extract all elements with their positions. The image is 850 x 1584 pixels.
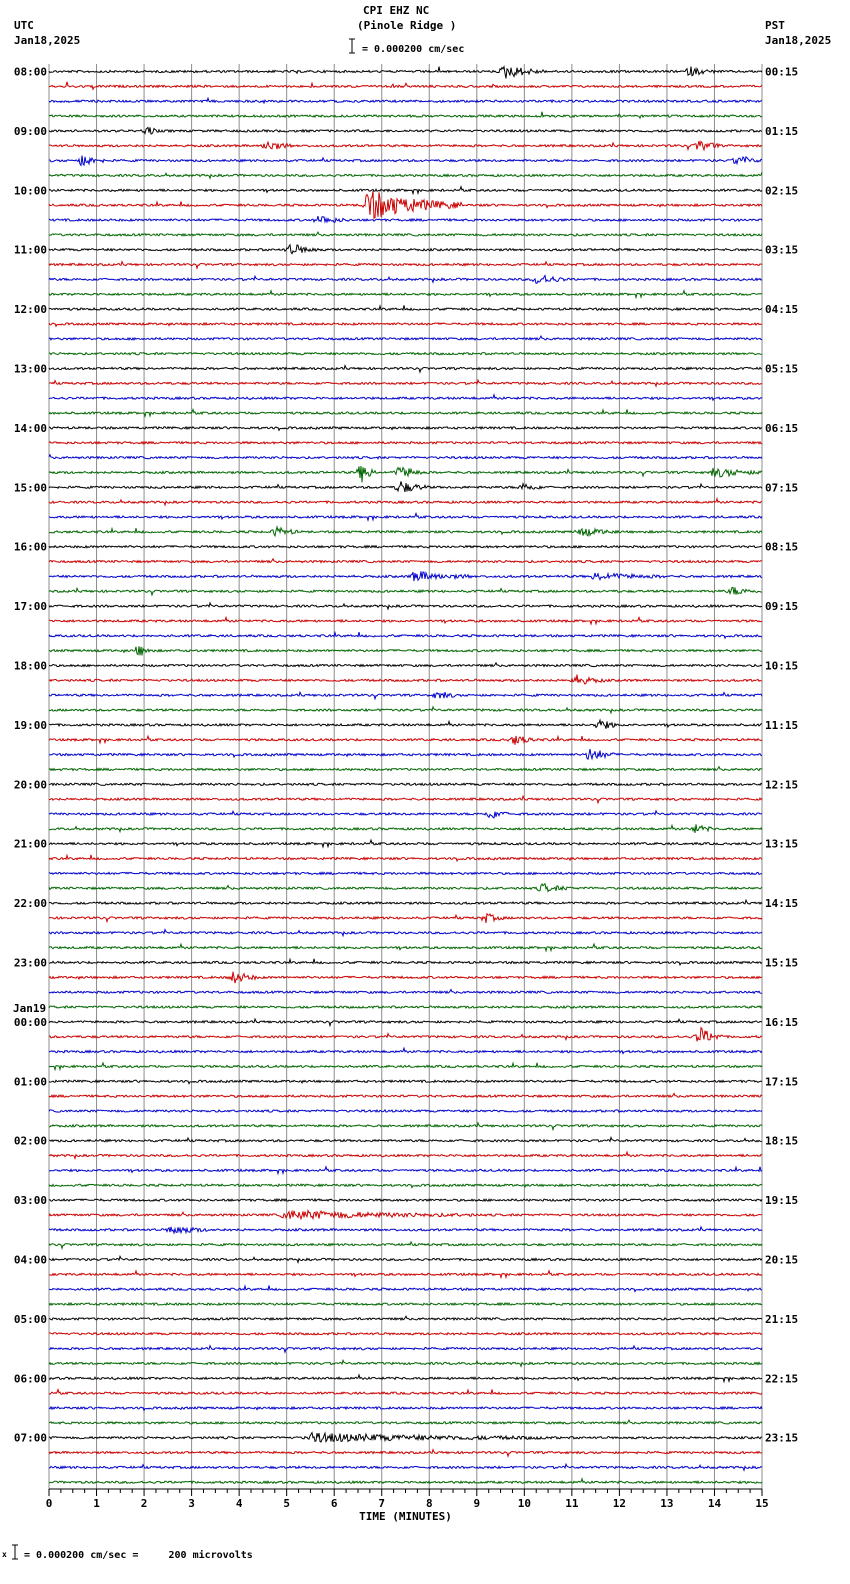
left-date: Jan18,2025 bbox=[14, 34, 81, 47]
x-tick-label: 12 bbox=[612, 1497, 627, 1510]
utc-hour-label: 01:00 bbox=[13, 1075, 47, 1089]
seismic-trace bbox=[49, 481, 762, 492]
pst-hour-label: 18:15 bbox=[765, 1134, 799, 1148]
seismic-trace bbox=[49, 127, 762, 134]
pst-hour-label: 00:15 bbox=[765, 65, 799, 79]
utc-hour-label: 23:00 bbox=[13, 956, 47, 970]
utc-hour-label: 09:00 bbox=[13, 124, 47, 138]
utc-hour-label: 18:00 bbox=[13, 659, 47, 673]
seismic-trace bbox=[49, 1211, 762, 1219]
pst-hour-label: 10:15 bbox=[765, 659, 799, 673]
seismic-trace bbox=[49, 587, 762, 595]
x-tick-label: 0 bbox=[45, 1497, 53, 1510]
seismic-trace bbox=[49, 1123, 762, 1130]
seismic-trace bbox=[49, 1390, 762, 1395]
seismic-trace bbox=[49, 944, 762, 951]
pst-hour-label: 12:15 bbox=[765, 778, 799, 792]
seismic-trace bbox=[49, 811, 762, 818]
seismic-trace bbox=[49, 141, 762, 150]
x-tick-label: 1 bbox=[93, 1497, 100, 1510]
seismic-trace bbox=[49, 646, 762, 655]
seismic-trace bbox=[49, 796, 762, 803]
seismic-trace bbox=[49, 1333, 762, 1335]
pst-hour-label: 07:15 bbox=[765, 481, 799, 495]
seismic-trace bbox=[49, 914, 762, 923]
utc-hour-label: 15:00 bbox=[13, 481, 47, 495]
seismic-trace bbox=[49, 427, 762, 431]
footer-scale-bar-icon bbox=[11, 1544, 19, 1560]
date-change-label: Jan19 bbox=[13, 1001, 47, 1015]
seismic-trace bbox=[49, 1138, 762, 1142]
utc-hour-label: 10:00 bbox=[13, 184, 47, 198]
pst-hour-label: 17:15 bbox=[765, 1075, 799, 1089]
footer-marker: x bbox=[2, 1550, 7, 1559]
x-tick-label: 9 bbox=[473, 1497, 481, 1510]
pst-hour-label: 01:15 bbox=[765, 124, 799, 138]
seismic-trace bbox=[49, 232, 762, 236]
utc-hour-label: 22:00 bbox=[13, 897, 47, 911]
x-tick-label: 15 bbox=[755, 1497, 769, 1510]
seismic-trace bbox=[49, 112, 762, 119]
seismic-trace bbox=[49, 262, 762, 269]
utc-hour-label: 03:00 bbox=[13, 1194, 47, 1208]
x-tick-label: 13 bbox=[660, 1497, 674, 1510]
seismic-trace bbox=[49, 617, 762, 624]
seismic-trace bbox=[49, 1407, 762, 1411]
seismic-trace bbox=[49, 1152, 762, 1158]
seismic-trace bbox=[49, 603, 762, 609]
utc-hour-label: 11:00 bbox=[13, 243, 47, 257]
seismic-trace bbox=[49, 527, 762, 536]
seismic-trace bbox=[49, 1184, 762, 1187]
seismic-trace bbox=[49, 323, 762, 326]
seismic-trace bbox=[49, 1019, 762, 1026]
utc-hour-label: 21:00 bbox=[13, 837, 47, 851]
seismic-trace bbox=[49, 663, 762, 667]
pst-hour-label: 13:15 bbox=[765, 837, 799, 851]
seismic-trace bbox=[49, 305, 762, 310]
seismic-trace bbox=[49, 783, 762, 785]
seismic-trace bbox=[49, 1464, 762, 1470]
seismic-trace bbox=[49, 455, 762, 459]
pst-hour-label: 08:15 bbox=[765, 540, 799, 554]
x-tick-label: 14 bbox=[707, 1497, 722, 1510]
scale-label: = 0.000200 cm/sec bbox=[362, 44, 465, 55]
seismic-trace bbox=[49, 900, 762, 904]
seismic-trace bbox=[49, 707, 762, 713]
seismic-trace bbox=[49, 1093, 762, 1097]
right-timezone: PST bbox=[765, 19, 785, 32]
x-tick-label: 5 bbox=[283, 1497, 290, 1510]
seismic-trace bbox=[49, 1063, 762, 1070]
x-tick-label: 10 bbox=[517, 1497, 531, 1510]
utc-hour-label: 05:00 bbox=[13, 1312, 47, 1326]
seismic-trace bbox=[49, 990, 762, 994]
utc-hour-label: 06:00 bbox=[13, 1372, 47, 1386]
x-tick-label: 4 bbox=[235, 1497, 243, 1510]
footer-scale-text: = 0.000200 cm/sec = 200 microvolts bbox=[24, 1550, 253, 1561]
seismic-trace bbox=[49, 409, 762, 416]
seismic-trace bbox=[49, 513, 762, 520]
pst-hour-label: 22:15 bbox=[765, 1372, 799, 1386]
utc-hour-label: 02:00 bbox=[13, 1134, 47, 1148]
utc-hour-label: 08:00 bbox=[13, 65, 47, 79]
seismic-trace bbox=[49, 1433, 762, 1442]
seismic-trace bbox=[49, 559, 762, 563]
seismic-trace bbox=[49, 1303, 762, 1305]
x-tick-label: 11 bbox=[565, 1497, 579, 1510]
seismic-trace bbox=[49, 216, 762, 222]
x-tick-label: 2 bbox=[140, 1497, 148, 1510]
seismic-trace bbox=[49, 1110, 762, 1112]
seismic-trace bbox=[49, 172, 762, 178]
seismic-trace bbox=[49, 1346, 762, 1353]
seismic-trace bbox=[49, 1271, 762, 1278]
x-tick-label: 8 bbox=[425, 1497, 433, 1510]
utc-hour-label: 12:00 bbox=[13, 303, 47, 317]
seismic-trace bbox=[49, 1167, 762, 1174]
pst-hour-label: 09:15 bbox=[765, 600, 799, 614]
pst-hour-label: 15:15 bbox=[765, 956, 799, 970]
seismic-trace bbox=[49, 291, 762, 298]
pst-hour-label: 14:15 bbox=[765, 897, 799, 911]
seismic-trace bbox=[49, 82, 762, 90]
seismic-trace bbox=[49, 245, 762, 254]
seismic-trace bbox=[49, 1048, 762, 1053]
seismic-trace bbox=[49, 767, 762, 771]
seismic-trace bbox=[49, 276, 762, 284]
pst-hour-label: 16:15 bbox=[765, 1015, 799, 1029]
seismic-trace bbox=[49, 824, 762, 833]
seismic-trace bbox=[49, 959, 762, 965]
seismic-trace bbox=[49, 855, 762, 861]
seismic-trace bbox=[49, 191, 762, 218]
x-axis-label: TIME (MINUTES) bbox=[359, 1510, 452, 1523]
utc-hour-label: 00:00 bbox=[13, 1015, 47, 1029]
seismic-trace bbox=[49, 156, 762, 166]
seismic-trace bbox=[49, 1375, 762, 1382]
seismic-trace bbox=[49, 692, 762, 699]
seismic-trace bbox=[49, 1360, 762, 1366]
seismic-trace bbox=[49, 1316, 762, 1320]
utc-hour-label: 19:00 bbox=[13, 718, 47, 732]
utc-hour-label: 13:00 bbox=[13, 362, 47, 376]
seismic-trace bbox=[49, 840, 762, 847]
seismic-trace bbox=[49, 1080, 762, 1084]
seismic-trace bbox=[49, 1028, 762, 1042]
pst-hour-label: 11:15 bbox=[765, 718, 799, 732]
seismic-trace bbox=[49, 366, 762, 373]
pst-hour-label: 23:15 bbox=[765, 1431, 799, 1445]
seismic-trace bbox=[49, 1242, 762, 1248]
seismic-trace bbox=[49, 930, 762, 936]
station-location: (Pinole Ridge ) bbox=[357, 19, 457, 32]
x-tick-label: 3 bbox=[188, 1497, 195, 1510]
seismic-trace bbox=[49, 466, 762, 482]
utc-hour-label: 17:00 bbox=[13, 600, 47, 614]
seismic-trace bbox=[49, 1006, 762, 1008]
seismic-trace bbox=[49, 1450, 762, 1457]
pst-hour-label: 19:15 bbox=[765, 1194, 799, 1208]
seismic-trace bbox=[49, 632, 762, 638]
seismic-trace bbox=[49, 67, 762, 79]
seismic-trace bbox=[49, 1199, 762, 1201]
pst-hour-label: 21:15 bbox=[765, 1312, 799, 1326]
pst-hour-label: 03:15 bbox=[765, 243, 799, 257]
pst-hour-label: 20:15 bbox=[765, 1253, 799, 1267]
pst-hour-label: 02:15 bbox=[765, 184, 799, 198]
seismic-trace bbox=[49, 571, 762, 581]
pst-hour-label: 04:15 bbox=[765, 303, 799, 317]
seismic-trace bbox=[49, 675, 762, 684]
utc-hour-label: 07:00 bbox=[13, 1431, 47, 1445]
seismic-trace bbox=[49, 1420, 762, 1424]
x-tick-label: 6 bbox=[330, 1497, 338, 1510]
seismic-trace bbox=[49, 336, 762, 340]
x-tick-label: 7 bbox=[378, 1497, 386, 1510]
seismic-trace bbox=[49, 546, 762, 548]
seismic-trace bbox=[49, 1256, 762, 1262]
seismic-trace bbox=[49, 884, 762, 892]
utc-hour-label: 16:00 bbox=[13, 540, 47, 554]
utc-hour-label: 20:00 bbox=[13, 778, 47, 792]
seismic-trace bbox=[49, 98, 762, 103]
right-date: Jan18,2025 bbox=[765, 34, 832, 47]
seismic-trace bbox=[49, 720, 762, 729]
seismic-trace bbox=[49, 736, 762, 745]
pst-hour-label: 06:15 bbox=[765, 421, 799, 435]
seismic-trace bbox=[49, 187, 762, 194]
seismic-trace bbox=[49, 499, 762, 505]
seismic-trace bbox=[49, 442, 762, 444]
seismic-trace bbox=[49, 749, 762, 759]
left-timezone: UTC bbox=[14, 19, 34, 32]
seismic-trace bbox=[49, 1286, 762, 1292]
seismic-trace bbox=[49, 380, 762, 386]
seismic-trace bbox=[49, 972, 762, 983]
seismic-trace bbox=[49, 1227, 762, 1233]
seismic-trace bbox=[49, 872, 762, 874]
utc-hour-label: 14:00 bbox=[13, 421, 47, 435]
utc-hour-label: 04:00 bbox=[13, 1253, 47, 1267]
station-title: CPI EHZ NC bbox=[363, 4, 430, 17]
seismic-trace bbox=[49, 353, 762, 355]
pst-hour-label: 05:15 bbox=[765, 362, 799, 376]
seismic-trace bbox=[49, 1479, 762, 1484]
seismic-trace bbox=[49, 395, 762, 400]
